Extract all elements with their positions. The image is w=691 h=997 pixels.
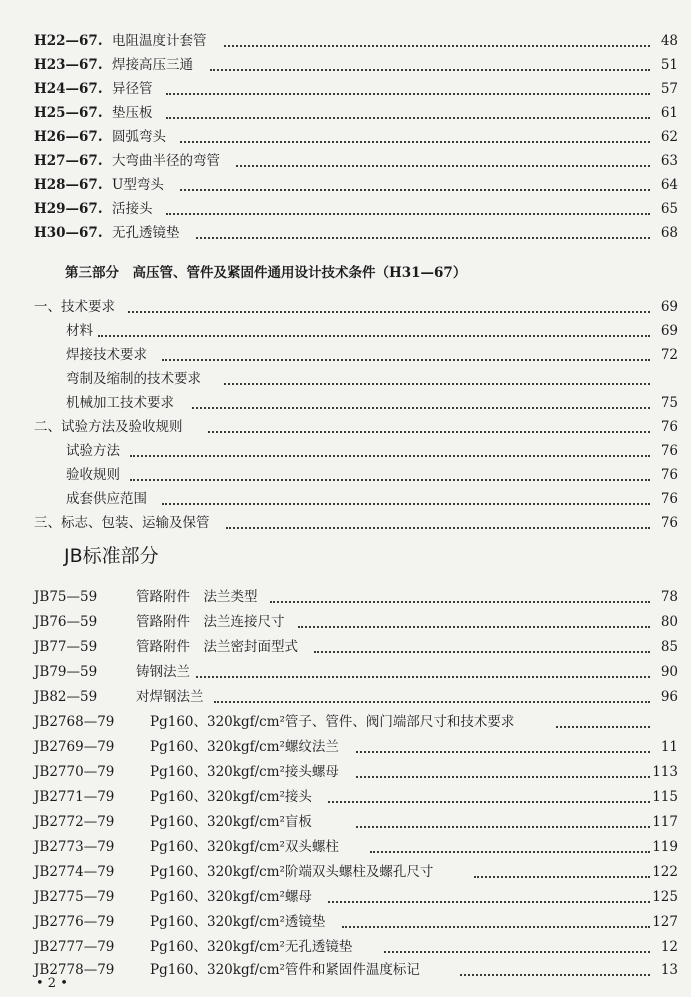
- dot-leader: [342, 926, 650, 928]
- entry-code: JB82—59: [34, 689, 98, 705]
- entry-code: H29—67.: [34, 201, 103, 217]
- entry-code: JB2778—79: [34, 962, 115, 978]
- entry-title: 焊接高压三通: [112, 57, 193, 73]
- toc-row: [0, 102, 691, 124]
- entry-page: 96: [660, 689, 678, 705]
- dot-leader: [298, 626, 650, 628]
- toc-row: [0, 344, 691, 366]
- toc-row: [0, 488, 691, 510]
- entry-title: U型弯头: [112, 177, 164, 193]
- entry-page: 62: [660, 129, 678, 145]
- dot-leader: [196, 237, 650, 239]
- entry-title: 管路附件 法兰连接尺寸: [136, 614, 285, 630]
- toc-row: [0, 54, 691, 76]
- dot-leader: [356, 751, 650, 753]
- entry-code: H25—67.: [34, 105, 103, 121]
- dot-leader: [180, 141, 650, 143]
- entry-code: H28—67.: [34, 177, 103, 193]
- entry-page: 76: [660, 443, 678, 459]
- entry-label: 三、标志、包装、运输及保管: [34, 515, 210, 531]
- toc-row: [0, 636, 691, 658]
- entry-code: JB2773—79: [34, 839, 115, 855]
- dot-leader: [556, 726, 650, 728]
- toc-row: [0, 440, 691, 462]
- entry-code: H24—67.: [34, 81, 103, 97]
- page-number: • 2 •: [36, 976, 68, 991]
- entry-label: 焊接技术要求: [66, 347, 147, 363]
- entry-code: JB2770—79: [34, 764, 115, 780]
- toc-row: [0, 736, 691, 758]
- toc-row: [0, 586, 691, 608]
- entry-title: Pg160、320kgf/cm²管子、管件、阀门端部尺寸和技术要求: [150, 714, 515, 730]
- entry-title: 管路附件 法兰类型: [136, 589, 258, 605]
- dot-leader: [384, 951, 650, 953]
- entry-page: 76: [660, 515, 678, 531]
- dot-leader: [208, 431, 650, 433]
- toc-row: [0, 296, 691, 318]
- dot-leader: [162, 503, 650, 505]
- entry-page: 119: [652, 839, 678, 855]
- toc-row: [0, 836, 691, 858]
- entry-page: 127: [652, 914, 678, 930]
- dot-leader: [224, 383, 650, 385]
- toc-row: [0, 661, 691, 683]
- entry-page: 76: [660, 467, 678, 483]
- dot-leader: [180, 189, 650, 191]
- toc-row: [0, 174, 691, 196]
- dot-leader: [196, 676, 650, 678]
- entry-title: 大弯曲半径的弯管: [112, 153, 220, 169]
- entry-title: Pg160、320kgf/cm²螺纹法兰: [150, 739, 339, 755]
- dot-leader: [166, 93, 650, 95]
- entry-page: 75: [660, 395, 678, 411]
- entry-title: 对焊钢法兰: [136, 689, 204, 705]
- dot-leader: [166, 117, 650, 119]
- toc-row: [0, 711, 691, 733]
- toc-row: [0, 464, 691, 486]
- entry-page: 80: [660, 614, 678, 630]
- entry-page: 125: [652, 889, 678, 905]
- entry-label: 一、技术要求: [34, 299, 115, 315]
- entry-page: 68: [660, 225, 678, 241]
- toc-row: [0, 320, 691, 342]
- dot-leader: [162, 359, 650, 361]
- entry-label: 成套供应范围: [66, 491, 147, 507]
- entry-title: Pg160、320kgf/cm²无孔透镜垫: [150, 939, 353, 955]
- entry-title: Pg160、320kgf/cm²管件和紧固件温度标记: [150, 962, 420, 978]
- entry-page: 48: [660, 33, 678, 49]
- toc-row: [0, 611, 691, 633]
- entry-code: JB2769—79: [34, 739, 115, 755]
- dot-leader: [370, 851, 650, 853]
- dot-leader: [356, 776, 650, 778]
- entry-code: H30—67.: [34, 225, 103, 241]
- entry-title: 异径管: [112, 81, 153, 97]
- toc-row: [0, 392, 691, 414]
- entry-code: JB2771—79: [34, 789, 115, 805]
- entry-code: JB75—59: [34, 589, 98, 605]
- dot-leader: [270, 601, 650, 603]
- dot-leader: [210, 69, 650, 71]
- entry-page: 57: [660, 81, 678, 97]
- entry-page: 76: [660, 419, 678, 435]
- entry-page: 51: [660, 57, 678, 73]
- entry-title: Pg160、320kgf/cm²阶端双头螺柱及螺孔尺寸: [150, 864, 434, 880]
- entry-page: 69: [660, 299, 678, 315]
- dot-leader: [130, 455, 650, 457]
- dot-leader: [328, 901, 650, 903]
- dot-leader: [356, 826, 650, 828]
- entry-label: 材料: [66, 323, 93, 339]
- entry-code: H22—67.: [34, 33, 103, 49]
- toc-row: [0, 368, 691, 390]
- toc-row: [0, 126, 691, 148]
- dot-leader: [166, 213, 650, 215]
- toc-row: [0, 222, 691, 244]
- entry-page: 13: [660, 962, 678, 978]
- entry-page: 78: [660, 589, 678, 605]
- dot-leader: [474, 876, 650, 878]
- dot-leader: [98, 335, 650, 337]
- entry-label: 二、试验方法及验收规则: [34, 419, 183, 435]
- entry-title: 圆弧弯头: [112, 129, 166, 145]
- entry-code: JB2772—79: [34, 814, 115, 830]
- entry-page: 65: [660, 201, 678, 217]
- entry-label: 验收规则: [66, 467, 120, 483]
- entry-title: 活接头: [112, 201, 153, 217]
- entry-title: Pg160、320kgf/cm²螺母: [150, 889, 312, 905]
- entry-title: 管路附件 法兰密封面型式: [136, 639, 298, 655]
- entry-page: 122: [652, 864, 678, 880]
- entry-title: 无孔透镜垫: [112, 225, 180, 241]
- entry-title: 垫压板: [112, 105, 153, 121]
- entry-page: 11: [660, 739, 678, 755]
- dot-leader: [192, 407, 650, 409]
- dot-leader: [130, 479, 650, 481]
- dot-leader: [214, 701, 650, 703]
- toc-row: [0, 911, 691, 933]
- dot-leader: [128, 311, 650, 313]
- entry-title: Pg160、320kgf/cm²接头螺母: [150, 764, 339, 780]
- toc-row: [0, 811, 691, 833]
- entry-page: 61: [660, 105, 678, 121]
- entry-page: 76: [660, 491, 678, 507]
- entry-code: JB2775—79: [34, 889, 115, 905]
- entry-page: 69: [660, 323, 678, 339]
- entry-code: JB79—59: [34, 664, 98, 680]
- toc-row: [0, 959, 691, 981]
- entry-page: 90: [660, 664, 678, 680]
- toc-row: [0, 686, 691, 708]
- entry-code: H27—67.: [34, 153, 103, 169]
- entry-code: H26—67.: [34, 129, 103, 145]
- entry-code: JB76—59: [34, 614, 98, 630]
- entry-code: H23—67.: [34, 57, 103, 73]
- entry-page: 117: [652, 814, 678, 830]
- toc-row: [0, 861, 691, 883]
- toc-row: [0, 416, 691, 438]
- toc-row: [0, 78, 691, 100]
- entry-code: JB2777—79: [34, 939, 115, 955]
- toc-row: [0, 761, 691, 783]
- entry-page: 115: [652, 789, 678, 805]
- entry-page: 12: [660, 939, 678, 955]
- entry-title: Pg160、320kgf/cm²透镜垫: [150, 914, 326, 930]
- entry-page: 113: [652, 764, 678, 780]
- toc-row: [0, 512, 691, 534]
- entry-code: JB2776—79: [34, 914, 115, 930]
- entry-code: JB2768—79: [34, 714, 115, 730]
- toc-row: [0, 198, 691, 220]
- entry-title: 电阻温度计套管: [112, 33, 207, 49]
- entry-page: 64: [660, 177, 678, 193]
- entry-code: JB77—59: [34, 639, 98, 655]
- dot-leader: [224, 45, 650, 47]
- toc-row: [0, 30, 691, 52]
- entry-title: Pg160、320kgf/cm²双头螺柱: [150, 839, 339, 855]
- toc-row: [0, 936, 691, 958]
- dot-leader: [328, 801, 650, 803]
- dot-leader: [236, 165, 650, 167]
- dot-leader: [226, 527, 650, 529]
- entry-title: 铸钢法兰: [136, 664, 190, 680]
- entry-label: 弯制及缩制的技术要求: [66, 371, 201, 387]
- entry-title: Pg160、320kgf/cm²接头: [150, 789, 312, 805]
- toc-row: [0, 150, 691, 172]
- entry-page: 63: [660, 153, 678, 169]
- entry-label: 试验方法: [66, 443, 120, 459]
- toc-row: [0, 786, 691, 808]
- entry-label: 机械加工技术要求: [66, 395, 174, 411]
- jb-section-heading: JB标准部分: [64, 545, 159, 567]
- dot-leader: [460, 974, 650, 976]
- entry-title: Pg160、320kgf/cm²盲板: [150, 814, 312, 830]
- entry-page: 85: [660, 639, 678, 655]
- dot-leader: [314, 651, 650, 653]
- part3-heading: 第三部分 高压管、管件及紧固件通用设计技术条件（H31—67）: [65, 265, 467, 281]
- entry-code: JB2774—79: [34, 864, 115, 880]
- entry-page: 72: [660, 347, 678, 363]
- toc-row: [0, 886, 691, 908]
